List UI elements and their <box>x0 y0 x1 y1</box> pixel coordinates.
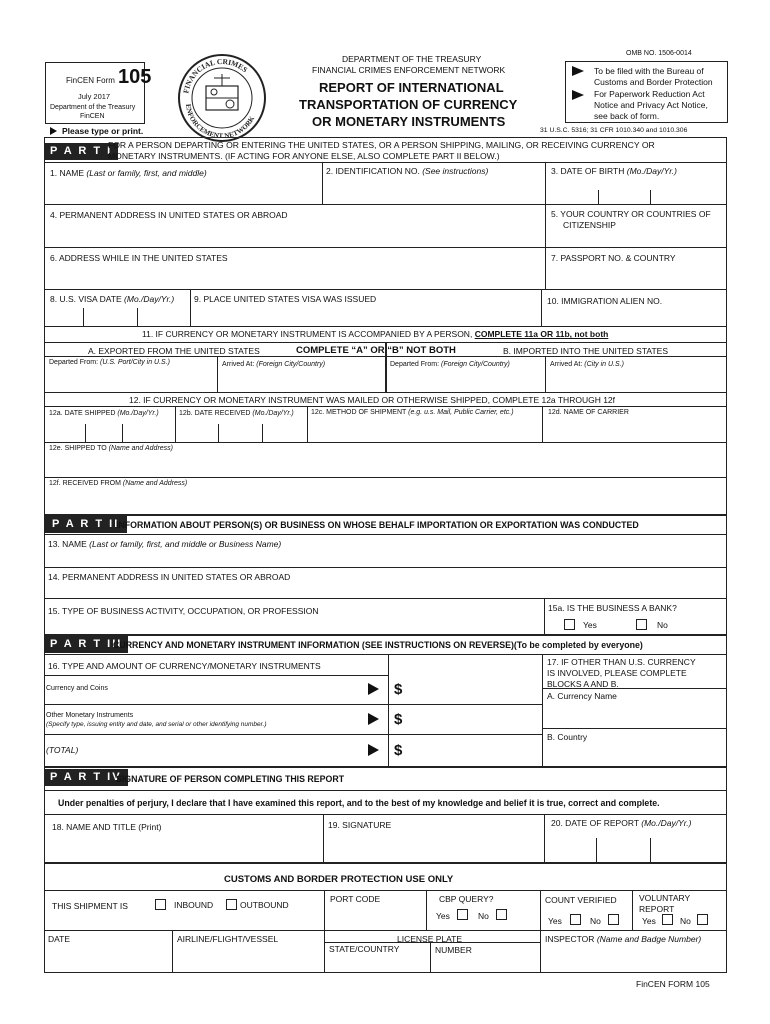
field-17b-label[interactable]: B. Country <box>547 732 588 742</box>
total-dollar[interactable]: $ <box>394 742 403 759</box>
footer-form-id: FinCEN FORM 105 <box>636 979 710 989</box>
license-plate-label: LICENSE PLATE <box>397 934 463 944</box>
field-12a-hint: (Mo./Day/Yr.) <box>117 410 159 417</box>
outbound-label: OUTBOUND <box>240 900 289 910</box>
airline-flight-vessel-label[interactable]: AIRLINE/FLIGHT/VESSEL <box>177 934 279 944</box>
rule <box>44 442 727 443</box>
field-17-line-3: BLOCKS A AND B. <box>547 679 619 689</box>
svg-text:FINANCIAL CRIMES: FINANCIAL CRIMES <box>181 56 250 95</box>
field-15-label[interactable]: 15. TYPE OF BUSINESS ACTIVITY, OCCUPATION, OR PROFESSION <box>48 606 319 616</box>
rule <box>596 838 597 862</box>
rule <box>44 598 727 599</box>
play-arrow-icon <box>572 90 584 100</box>
rule <box>598 190 599 204</box>
count-verified-no-checkbox[interactable] <box>608 914 619 925</box>
bank-yes-label: Yes <box>583 620 597 630</box>
bank-yes-checkbox[interactable] <box>564 619 575 630</box>
rule <box>44 406 727 407</box>
count-verified-no-label: No <box>590 916 601 926</box>
rule <box>44 204 727 205</box>
field-1-hint: (Last or family, first, and middle) <box>86 168 207 178</box>
shipment-label: THIS SHIPMENT IS <box>52 901 128 911</box>
rule <box>172 930 173 973</box>
field-11-label <box>142 329 608 340</box>
rule <box>83 308 84 326</box>
filing-note-2b: Notice and Privacy Act Notice, <box>594 100 708 110</box>
departed-from-foreign-hint: (Foreign City/Country) <box>440 361 510 368</box>
field-12f-hint: (Name and Address) <box>122 480 188 487</box>
field-17-line-1: 17. IF OTHER THAN U.S. CURRENCY <box>547 657 696 667</box>
field-19-label[interactable]: 19. SIGNATURE <box>328 820 392 830</box>
field-12c-text: 12c. METHOD OF SHIPMENT <box>311 409 407 416</box>
field-10-label[interactable]: 10. IMMIGRATION ALIEN NO. <box>547 296 663 306</box>
arrived-at-foreign[interactable] <box>222 361 325 369</box>
field-1-label[interactable] <box>50 168 207 179</box>
form-date: July 2017 <box>78 92 111 101</box>
perjury-statement: Under penalties of perjury, I declare that I have examined this report, and to the best of my knowledge and belief it is true, correct and complete. <box>58 798 660 808</box>
play-arrow-icon <box>50 127 57 135</box>
state-country-label[interactable]: STATE/COUNTRY <box>329 944 400 954</box>
rule <box>307 406 308 442</box>
field-17a-label[interactable]: A. Currency Name <box>547 691 617 701</box>
field-2-text: 2. IDENTIFICATION NO. <box>326 166 420 176</box>
cbp-query-no-label: No <box>478 911 489 921</box>
dept-line-2: FinCEN <box>80 113 105 120</box>
field-20-hint: (Mo./Day/Yr.) <box>641 818 692 828</box>
field-11-instruction: COMPLETE “A” OR “B” NOT BOTH <box>296 345 456 356</box>
field-2-label[interactable] <box>326 166 488 177</box>
field-12c-hint: (e.g. u.s. Mail, Public Carrier, etc.) <box>408 409 514 416</box>
other-instruments-hint: (Specify type, issuing entity and date, and serial or other identifying number.) <box>46 721 267 728</box>
rule <box>217 356 218 392</box>
other-instruments-dollar[interactable]: $ <box>394 711 403 728</box>
field-20-label[interactable] <box>551 818 691 829</box>
field-11b-label: B. IMPORTED INTO THE UNITED STATES <box>503 346 668 356</box>
field-16-label: 16. TYPE AND AMOUNT OF CURRENCY/MONETARY INSTRUMENTS <box>48 661 321 671</box>
field-3-hint: (Mo./Day/Yr.) <box>626 166 677 176</box>
count-verified-yes-label: Yes <box>548 916 562 926</box>
field-17-line-2: IS INVOLVED, PLEASE COMPLETE <box>547 668 687 678</box>
field-12b-text: 12b. DATE RECEIVED <box>179 410 251 417</box>
fincen-seal-icon <box>176 52 268 144</box>
field-1-text: 1. NAME <box>50 168 85 178</box>
field-8-label[interactable] <box>50 294 174 305</box>
arrived-at-foreign-text: Arrived At: <box>222 361 255 368</box>
rule <box>44 814 727 815</box>
voluntary-yes-checkbox[interactable] <box>662 914 673 925</box>
rule <box>544 598 545 634</box>
arrived-at-us-text: Arrived At: <box>550 361 583 368</box>
departed-from-us-hint: (U.S. Port/City in U.S.) <box>99 359 170 366</box>
part-1-badge: P A R T I <box>44 143 118 160</box>
arrived-at-foreign-hint: (Foreign City/Country) <box>256 361 326 368</box>
play-arrow-icon <box>572 66 584 76</box>
legal-citation: 31 U.S.C. 5316; 31 CFR 1010.340 and 1010.306 <box>540 127 688 134</box>
cbp-query-yes-checkbox[interactable] <box>457 909 468 920</box>
count-verified-yes-checkbox[interactable] <box>570 914 581 925</box>
inbound-label: INBOUND <box>174 900 214 910</box>
rule <box>44 289 727 290</box>
field-12d-label[interactable]: 12d. NAME OF CARRIER <box>548 409 629 416</box>
agency-line-1: DEPARTMENT OF THE TREASURY <box>342 54 482 64</box>
rule <box>44 734 542 735</box>
rule <box>44 534 727 535</box>
field-5-label-2: CITIZENSHIP <box>563 220 616 230</box>
part-4-badge: P A R T IV <box>44 769 128 786</box>
rule <box>542 728 727 729</box>
rule <box>44 766 727 768</box>
field-9-label[interactable]: 9. PLACE UNITED STATES VISA WAS ISSUED <box>194 294 377 304</box>
total-label: (TOTAL) <box>46 745 79 755</box>
rule <box>137 308 138 326</box>
departed-from-us-text: Departed From: <box>49 359 99 366</box>
rule <box>44 477 727 478</box>
field-11a-label: A. EXPORTED FROM THE UNITED STATES <box>88 346 260 356</box>
currency-coins-dollar[interactable]: $ <box>394 681 403 698</box>
part-4-title: SIGNATURE OF PERSON COMPLETING THIS REPORT <box>116 774 345 784</box>
field-20-text: 20. DATE OF REPORT <box>551 818 639 828</box>
rule <box>545 356 546 392</box>
field-5-label-1[interactable]: 5. YOUR COUNTRY OR COUNTRIES OF <box>551 209 711 219</box>
inbound-checkbox[interactable] <box>155 899 166 910</box>
field-6-label[interactable]: 6. ADDRESS WHILE IN THE UNITED STATES <box>50 253 228 263</box>
rule <box>44 790 727 791</box>
form-label: FinCEN Form <box>66 76 115 85</box>
form-number: 105 <box>118 66 152 88</box>
rule <box>650 838 651 862</box>
rule <box>323 814 324 862</box>
part-1-description-2: MONETARY INSTRUMENTS. (IF ACTING FOR ANYONE ELSE, ALSO COMPLETE PART II BELOW.) <box>108 151 500 161</box>
field-12b-hint: (Mo./Day/Yr.) <box>252 410 294 417</box>
rule <box>650 190 651 204</box>
rule <box>85 424 86 442</box>
rule <box>44 704 542 705</box>
rule <box>430 942 431 973</box>
rule <box>385 342 387 392</box>
field-12f-label[interactable] <box>49 480 187 488</box>
rule <box>44 675 388 676</box>
arrived-at-us-hint: (City in U.S.) <box>584 361 624 368</box>
rule <box>542 406 543 442</box>
play-arrow-icon <box>368 713 379 725</box>
rule <box>388 654 389 766</box>
form-title-line-3: OR MONETARY INSTRUMENTS <box>312 114 506 129</box>
field-8-hint: (Mo./Day/Yr.) <box>124 294 175 304</box>
filing-note-2c: see back of form. <box>594 111 660 121</box>
field-3-text: 3. DATE OF BIRTH <box>551 166 625 176</box>
field-18-label[interactable]: 18. NAME AND TITLE (Print) <box>52 822 162 832</box>
cbp-query-yes-label: Yes <box>436 911 450 921</box>
field-11-emphasis: COMPLETE 11a OR 11b, not both <box>474 329 609 339</box>
play-arrow-icon <box>368 683 379 695</box>
rule <box>218 424 219 442</box>
filing-note-2a: For Paperwork Reduction Act <box>594 89 705 99</box>
port-code-label[interactable]: PORT CODE <box>330 894 381 904</box>
cbp-query-label: CBP QUERY? <box>439 894 494 904</box>
filing-note-1b: Customs and Border Protection <box>594 77 713 87</box>
voluntary-no-label: No <box>680 916 691 926</box>
field-12b-label[interactable] <box>179 410 294 418</box>
arrived-at-us[interactable] <box>550 361 624 369</box>
voluntary-yes-label: Yes <box>642 916 656 926</box>
rule <box>545 247 546 289</box>
rule <box>262 424 263 442</box>
field-12c-label[interactable] <box>311 409 514 417</box>
field-12a-label[interactable] <box>49 410 159 418</box>
bank-no-checkbox[interactable] <box>636 619 647 630</box>
rule <box>542 654 543 766</box>
currency-coins-label: Currency and Coins <box>46 685 108 692</box>
field-4-label[interactable]: 4. PERMANENT ADDRESS IN UNITED STATES OR ABROAD <box>50 210 288 220</box>
rule <box>44 890 727 891</box>
rule <box>44 654 727 655</box>
field-14-label[interactable]: 14. PERMANENT ADDRESS IN UNITED STATES OR ABROAD <box>48 572 291 582</box>
field-12e-label[interactable] <box>49 445 173 453</box>
cbp-query-no-checkbox[interactable] <box>496 909 507 920</box>
field-12e-hint: (Name and Address) <box>108 445 173 452</box>
rule <box>324 890 325 973</box>
outbound-checkbox[interactable] <box>226 899 237 910</box>
plate-number-label[interactable]: NUMBER <box>435 945 472 955</box>
rule <box>190 289 191 326</box>
field-12f-text: 12f. RECEIVED FROM <box>49 480 121 487</box>
customs-title: CUSTOMS AND BORDER PROTECTION USE ONLY <box>224 874 454 885</box>
part-2-badge: P A R T II <box>44 516 127 533</box>
field-12-label: 12. IF CURRENCY OR MONETARY INSTRUMENT WAS MAILED OR OTHERWISE SHIPPED, COMPLETE 12a THROUGH 12f <box>129 395 616 405</box>
voluntary-report-line-1: VOLUNTARY <box>639 893 691 903</box>
field-2-hint: (See instructions) <box>422 166 489 176</box>
other-instruments-label: Other Monetary Instruments <box>46 712 134 719</box>
rule <box>175 406 176 442</box>
inspector-hint: (Name and Badge Number) <box>596 934 702 944</box>
voluntary-report-line-2: REPORT <box>639 904 675 914</box>
count-verified-label: COUNT VERIFIED <box>545 895 617 905</box>
svg-text:ENFORCEMENT NETWORK: ENFORCEMENT NETWORK <box>184 103 257 141</box>
agency-line-2: FINANCIAL CRIMES ENFORCEMENT NETWORK <box>312 65 506 75</box>
rule <box>44 247 727 248</box>
rule <box>541 289 542 326</box>
rule <box>540 890 541 973</box>
date-label[interactable]: DATE <box>48 934 71 944</box>
rule <box>632 890 633 930</box>
rule <box>122 424 123 442</box>
rule <box>44 567 727 568</box>
bank-no-label: No <box>657 620 668 630</box>
rule <box>545 162 546 204</box>
field-13-text: 13. NAME <box>48 539 87 549</box>
filing-note-1a: To be filed with the Bureau of <box>594 66 704 76</box>
rule <box>322 162 323 204</box>
rule <box>44 862 727 864</box>
part-3-title: CURRENCY AND MONETARY INSTRUMENT INFORMATION (SEE INSTRUCTIONS ON REVERSE)(To be completed by everyone) <box>113 640 643 650</box>
field-12a-text: 12a. DATE SHIPPED <box>49 410 116 417</box>
rule <box>544 814 545 862</box>
rule <box>324 942 540 943</box>
field-15a-label: 15a. IS THE BUSINESS A BANK? <box>548 603 677 613</box>
part-3-badge: P A R T III <box>44 636 128 653</box>
rule <box>44 392 727 393</box>
dept-line-1: Department of the Treasury <box>50 104 136 111</box>
rule <box>44 326 727 327</box>
departed-from-foreign-text: Departed From: <box>390 361 440 368</box>
inspector-text: INSPECTOR <box>545 934 595 944</box>
rule <box>44 514 727 516</box>
field-12e-text: 12e. SHIPPED TO <box>49 445 107 452</box>
field-13-hint: (Last or family, first, and middle or Business Name) <box>89 539 282 549</box>
rule <box>44 930 727 931</box>
departed-from-foreign[interactable] <box>390 361 510 369</box>
rule <box>426 890 427 930</box>
rule <box>545 204 546 247</box>
omb-number: OMB NO. 1506-0014 <box>626 50 692 57</box>
play-arrow-icon <box>368 744 379 756</box>
field-11-text: 11. IF CURRENCY OR MONETARY INSTRUMENT IS ACCOMPANIED BY A PERSON, <box>142 329 473 339</box>
part-1-description-1: FOR A PERSON DEPARTING OR ENTERING THE UNITED STATES, OR A PERSON SHIPPING, MAILING, OR RECEIVING CURRENCY OR <box>108 140 655 150</box>
form-title-line-2: TRANSPORTATION OF CURRENCY <box>299 97 518 112</box>
rule <box>44 634 727 636</box>
field-3-label[interactable] <box>551 166 677 177</box>
form-title-line-1: REPORT OF INTERNATIONAL <box>319 80 504 95</box>
inspector-label[interactable] <box>545 934 701 945</box>
part-2-title: INFORMATION ABOUT PERSON(S) OR BUSINESS ON WHOSE BEHALF IMPORTATION OR EXPORTATION WAS CONDUCTED <box>116 520 639 530</box>
departed-from-us[interactable] <box>49 359 170 367</box>
field-8-text: 8. U.S. VISA DATE <box>50 294 122 304</box>
field-13-label[interactable] <box>48 539 281 550</box>
type-instruction: Please type or print. <box>62 126 144 136</box>
field-7-label[interactable]: 7. PASSPORT NO. & COUNTRY <box>551 253 676 263</box>
rule <box>542 688 727 689</box>
voluntary-no-checkbox[interactable] <box>697 914 708 925</box>
rule <box>44 162 727 163</box>
